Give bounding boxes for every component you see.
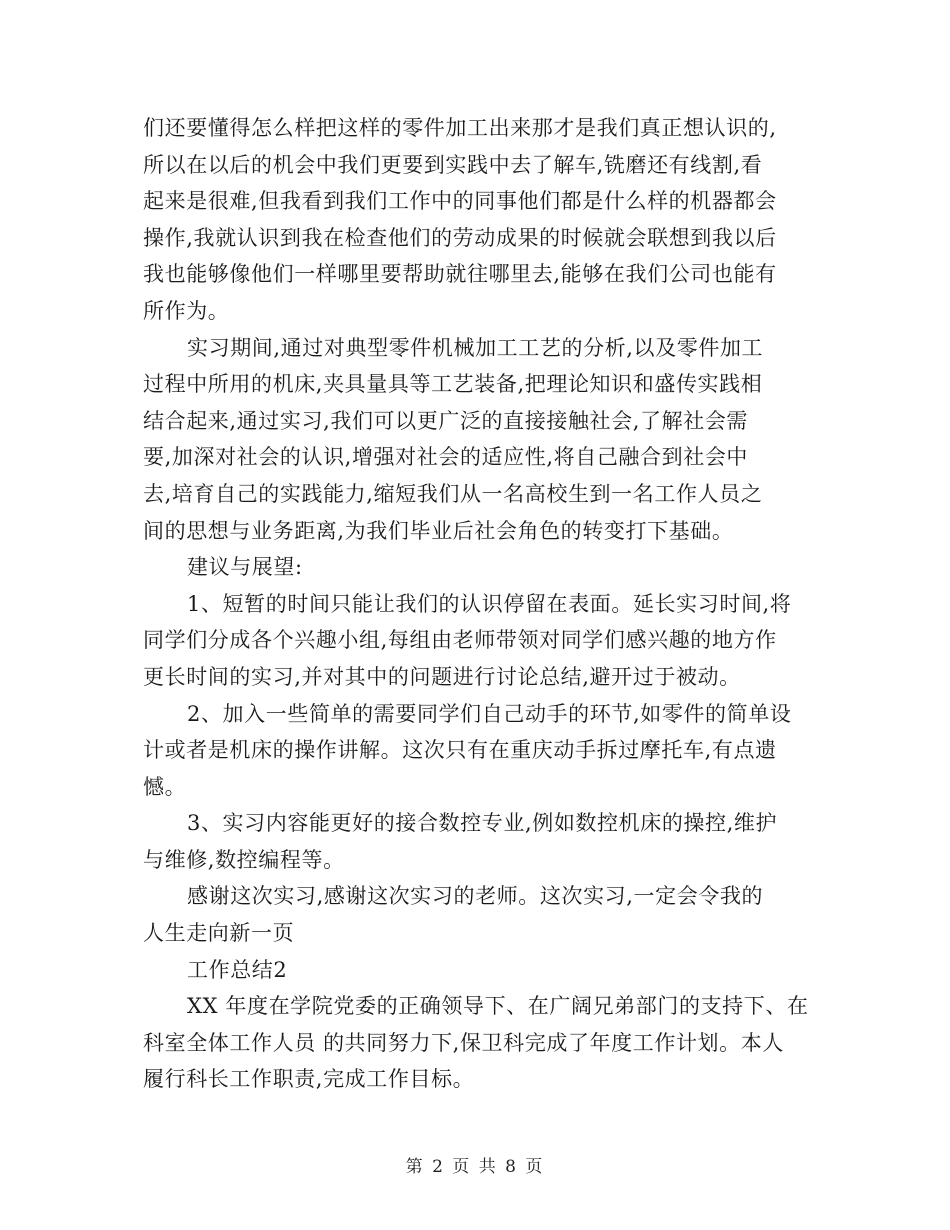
page-number-footer: 第 2 页 共 8 页 <box>405 1157 545 1177</box>
text-line: 们还要懂得怎么样把这样的零件加工出来那才是我们真正想认识的, <box>143 116 777 140</box>
text-line: 人生走向新一页 <box>143 921 295 946</box>
text-line: 要,加深对社会的认识,增强对社会的适应性,将自己融合到社会中 <box>143 445 749 470</box>
text-line: 过程中所用的机床,夹具量具等工艺装备,把理论知识和盛传实践相 <box>143 372 763 397</box>
section-heading: 建议与展望: <box>187 555 303 580</box>
text-line: 与维修,数控编程等。 <box>143 847 345 872</box>
paragraph-start-line: XX 年度在学院党委的正确领导下、在广阔兄弟部门的支持下、在 <box>187 994 809 1019</box>
text-line: 科室全体工作人员 的共同努力下,保卫科完成了年度工作计划。本人 <box>143 1030 784 1055</box>
text-line: 间的思想与业务距离,为我们毕业后社会角色的转变打下基础。 <box>143 518 734 543</box>
paragraph-start-line: 实习期间,通过对典型零件机械加工工艺的分析,以及零件加工 <box>187 335 764 360</box>
text-line: 同学们分成各个兴趣小组,每组由老师带领对同学们感兴趣的地方作 <box>143 628 777 653</box>
text-line: 我也能够像他们一样哪里要帮助就往哪里去,能够在我们公司也能有 <box>143 262 777 287</box>
paragraph-start-line: 1、短暂的时间只能让我们的认识停留在表面。延长实习时间,将 <box>187 591 792 616</box>
text-line: 憾。 <box>143 774 187 799</box>
paragraph-start-line: 2、加入一些简单的需要同学们自己动手的环节,如零件的简单设 <box>187 701 792 726</box>
text-line: 操作,我就认识到我在检查他们的劳动成果的时候就会联想到我以后 <box>143 225 777 250</box>
text-line: 履行科长工作职责,完成工作目标。 <box>143 1067 475 1092</box>
document-body <box>143 110 813 1098</box>
section-heading: 工作总结2 <box>187 957 288 982</box>
text-line: 结合起来,通过实习,我们可以更广泛的直接接触社会,了解社会需 <box>143 408 749 433</box>
text-line: 计或者是机床的操作讲解。这次只有在重庆动手拆过摩托车,有点遗 <box>143 738 777 763</box>
text-line: 去,培育自己的实践能力,缩短我们从一名高校生到一名工作人员之 <box>143 481 763 506</box>
text-line: 起来是很难,但我看到我们工作中的同事他们都是什么样的机器都会 <box>143 189 777 214</box>
text-line: 所作为。 <box>143 298 230 323</box>
paragraph-start-line: 感谢这次实习,感谢这次实习的老师。这次实习,一定会令我的 <box>187 884 764 909</box>
text-line: 更长时间的实习,并对其中的问题进行讨论总结,避开过于被动。 <box>143 664 741 689</box>
paragraph-start-line: 3、实习内容能更好的接合数控专业,例如数控机床的操控,维护 <box>187 811 778 836</box>
text-line: 所以在以后的机会中我们更要到实践中去了解车,铣磨还有线割,看 <box>143 152 763 177</box>
